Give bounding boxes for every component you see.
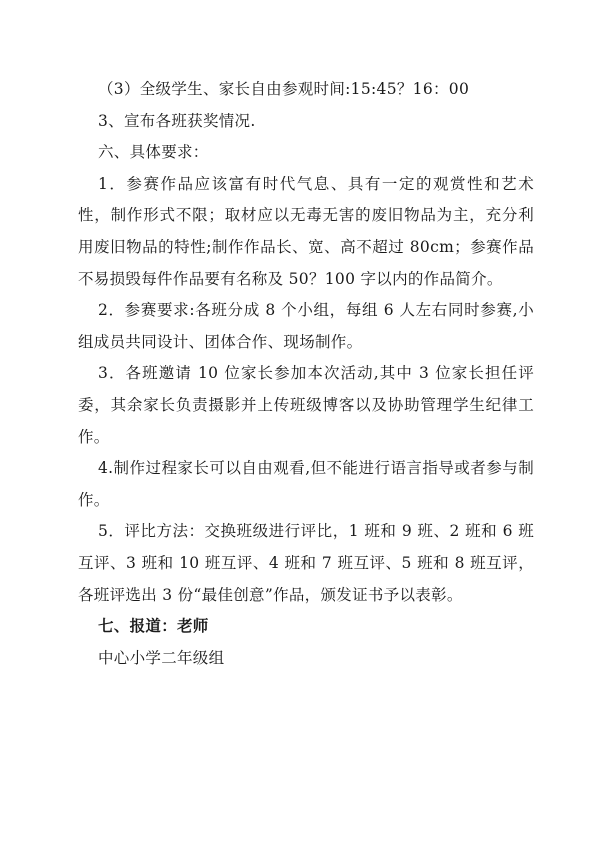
requirement-1-paragraph: 1．参赛作品应该富有时代气息、具有一定的观赏性和艺术性，制作形式不限；取材应以无毒无害的废旧物品为主，充分利用废旧物品的特性;制作作品长、宽、高不超过 80cm；参赛作品不易损毁每件作品要有名称及 50？100 字以内的作品简介。 (78, 174, 534, 288)
document-page (78, 74, 534, 674)
requirement-3-paragraph: 3．各班邀请 10 位家长参加本次活动,其中 3 位家长担任评委，其余家长负责摄影并上传班级博客以及协助管理学生纪律工作。 (78, 364, 534, 446)
requirement-5-paragraph: 5．评比方法：交换班级进行评比，1 班和 9 班、2 班和 6 班互评、3 班和 10 班互评、4 班和 7 班互评、5 班和 8 班互评，各班评选出 3 份“最佳创意”作品，颁发证书予以表彰。 (78, 522, 534, 604)
requirement-4-paragraph: 4.制作过程家长可以自由观看,但不能进行语言指导或者参与制作。 (78, 459, 534, 509)
section-six-heading: 六、具体要求： (98, 143, 209, 162)
requirement-2-paragraph: 2．参赛要求:各班分成 8 个小组，每组 6 人左右同时参赛,小组成员共同设计、团体合作、现场制作。 (78, 301, 534, 351)
signature-line: 中心小学二年级组 (98, 648, 225, 667)
section-seven-heading: 七、报道：老师 (98, 617, 209, 636)
announce-awards-line: 3、宣布各班获奖情况. (98, 111, 256, 130)
visit-time-line: （3）全级学生、家长自由参观时间:15:45？16：00 (98, 80, 470, 98)
